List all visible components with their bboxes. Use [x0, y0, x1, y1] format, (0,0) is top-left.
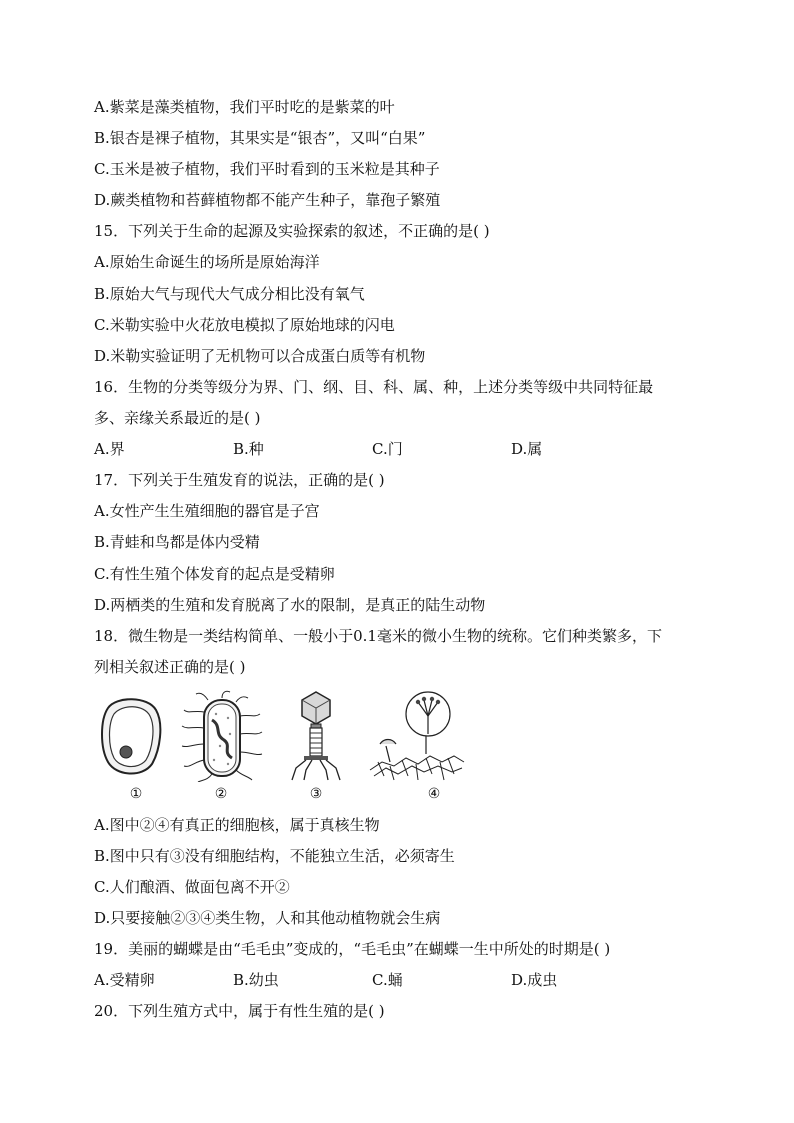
figure-3-bacteriophage-virus — [288, 690, 344, 782]
q17-option-a: A.女性产生生殖细胞的器官是子宫 — [94, 502, 320, 520]
q19-option-a: A.受精卵 — [94, 971, 155, 989]
q15-stem: 15．下列关于生命的起源及实验探索的叙述，不正确的是( ) — [94, 222, 490, 240]
q19-stem: 19．美丽的蝴蝶是由“毛毛虫”变成的，“毛毛虫”在蝴蝶一生中所处的时期是( ) — [94, 940, 611, 958]
q18-option-b: B.图中只有③没有细胞结构，不能独立生活，必须寄生 — [94, 847, 455, 865]
q18-stem-line2: 列相关叙述正确的是( ) — [94, 658, 246, 676]
figure-4-mold-fungus — [368, 690, 466, 782]
q16-option-a: A.界 — [94, 440, 125, 458]
q14-option-a: A.紫菜是藻类植物，我们平时吃的是紫菜的叶 — [94, 98, 395, 116]
q15-option-b: B.原始大气与现代大气成分相比没有氧气 — [94, 285, 365, 303]
q14-option-c: C.玉米是被子植物，我们平时看到的玉米粒是其种子 — [94, 160, 440, 178]
q17-option-b: B.青蛙和鸟都是体内受精 — [94, 533, 260, 551]
q16-option-c: C.门 — [372, 440, 403, 458]
q15-option-d: D.米勒实验证明了无机物可以合成蛋白质等有机物 — [94, 347, 426, 365]
q19-option-c: C.蛹 — [372, 971, 403, 989]
figure-1-yeast-cell — [96, 690, 166, 780]
q16-options-row — [94, 439, 714, 459]
q17-option-d: D.两栖类的生殖和发育脱离了水的限制，是真正的陆生动物 — [94, 596, 486, 614]
q14-option-d: D.蕨类植物和苔藓植物都不能产生种子，靠孢子繁殖 — [94, 191, 441, 209]
figure-4-label: ④ — [427, 786, 441, 802]
microorganism-figures — [96, 690, 476, 802]
q19-options-row — [94, 970, 714, 990]
q18-option-d: D.只要接触②③④类生物，人和其他动植物就会生病 — [94, 909, 441, 927]
q16-stem-line1: 16．生物的分类等级分为界、门、纲、目、科、属、种，上述分类等级中共同特征最 — [94, 378, 654, 396]
q14-option-b: B.银杏是裸子植物，其果实是“银杏”，又叫“白果” — [94, 129, 426, 147]
q15-option-a: A.原始生命诞生的场所是原始海洋 — [94, 253, 320, 271]
q20-stem: 20．下列生殖方式中，属于有性生殖的是( ) — [94, 1002, 385, 1020]
q16-option-b: B.种 — [233, 440, 264, 458]
q18-option-a: A.图中②④有真正的细胞核，属于真核生物 — [94, 816, 380, 834]
figure-2-label: ② — [214, 786, 228, 802]
figure-1-label: ① — [129, 786, 143, 802]
q18-stem-line1: 18．微生物是一类结构简单、一般小于0.1毫米的微小生物的统称。它们种类繁多，下 — [94, 627, 662, 645]
q16-option-d: D.属 — [511, 440, 543, 458]
figure-3-label: ③ — [309, 786, 323, 802]
q18-option-c: C.人们酿酒、做面包离不开② — [94, 878, 290, 896]
q19-option-b: B.幼虫 — [233, 971, 279, 989]
q19-option-d: D.成虫 — [511, 971, 558, 989]
q17-option-c: C.有性生殖个体发育的起点是受精卵 — [94, 565, 335, 583]
q17-stem: 17．下列关于生殖发育的说法，正确的是( ) — [94, 471, 385, 489]
q16-stem-line2: 多、亲缘关系最近的是( ) — [94, 409, 261, 427]
figure-2-bacterium — [178, 690, 264, 782]
q15-option-c: C.米勒实验中火花放电模拟了原始地球的闪电 — [94, 316, 395, 334]
